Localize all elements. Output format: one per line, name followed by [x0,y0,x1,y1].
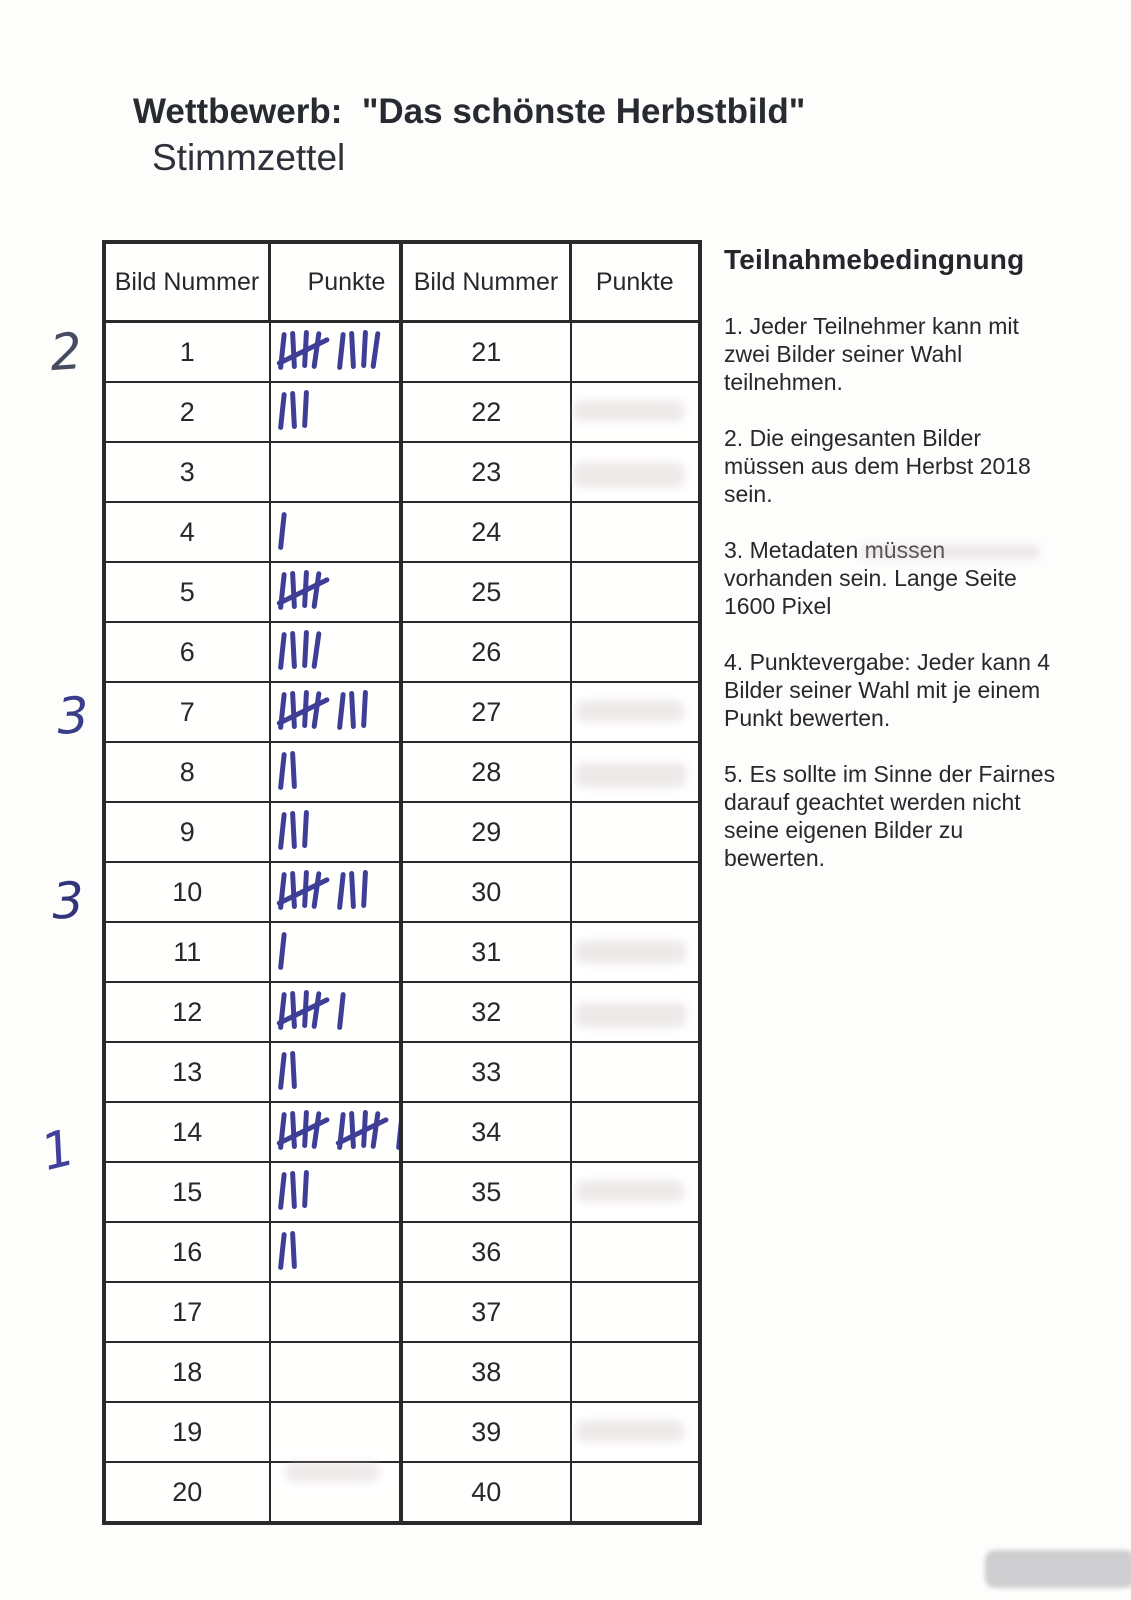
punkte-cell [571,1222,700,1282]
rows-21-40 [401,322,700,1524]
tally-stroke [311,691,321,729]
tally-stroke [277,752,285,790]
bild-nummer-cell: 14 [104,1102,270,1162]
bild-nummer-cell: 9 [104,802,270,862]
tally-stroke [277,1172,285,1210]
tally-group [280,691,326,733]
table-row [401,1462,700,1523]
condition-line: 5. Es sollte im Sinne der Fairnes [724,761,1056,787]
header-row [104,242,424,322]
table-row [401,622,700,682]
tally-group [339,691,374,733]
table-row [401,322,700,383]
tally-stroke [336,872,344,910]
bild-nummer-cell: 33 [401,1042,571,1102]
bild-nummer-cell: 40 [401,1462,571,1523]
table-row [401,802,700,862]
punkte-cell [571,862,700,922]
tally-group [339,1111,385,1153]
table-row [401,1222,700,1282]
table-row [401,1102,700,1162]
table-row [104,1282,424,1342]
condition-line: bewerten. [724,845,826,871]
tally-stroke [290,571,296,609]
table-row [104,1102,424,1162]
tally-stroke [290,1051,296,1089]
bild-nummer-cell: 12 [104,982,270,1042]
tally-stroke [361,690,367,728]
tally-group [339,871,374,913]
condition-line: Bilder seiner Wahl mit je einem [724,677,1041,703]
table-row [401,862,700,922]
condition-line: zwei Bilder seiner Wahl [724,341,963,367]
bild-nummer-cell: 16 [104,1222,270,1282]
tally-stroke [277,1052,285,1090]
table-row [104,742,424,802]
bild-nummer-cell: 17 [104,1282,270,1342]
scan-artifact [575,940,687,964]
table-row [104,382,424,442]
tally-group [280,571,326,613]
tally-stroke [370,331,380,369]
bild-nummer-cell: 23 [401,442,571,502]
condition-line: 1600 Pixel [724,593,832,619]
condition-line: müssen aus dem Herbst 2018 [724,453,1031,479]
bild-nummer-cell: 24 [401,502,571,562]
bild-nummer-cell: 1 [104,322,270,383]
tally-stroke [302,810,308,848]
bild-nummer-cell: 34 [401,1102,571,1162]
table-row [104,802,424,862]
scan-artifact [573,400,685,422]
tally-stroke [336,692,344,730]
scan-artifact [860,545,1040,559]
tally-stroke [277,932,285,970]
table-row [104,982,424,1042]
header-row [401,242,700,322]
bild-nummer-cell: 22 [401,382,571,442]
ballot-table-21-40 [399,240,702,1525]
tally-stroke [349,691,355,729]
condition-line: seine eigenen Bilder zu [724,817,964,843]
tally-group [280,631,326,673]
table-row [401,1342,700,1402]
bild-nummer-cell: 37 [401,1282,571,1342]
scan-artifact [575,1180,685,1202]
tally-group [280,1171,315,1213]
table-row [104,1222,424,1282]
ballot-table-1-20 [102,240,426,1525]
tally-stroke [277,1232,285,1270]
tally-stroke [336,992,344,1030]
bild-nummer-cell: 21 [401,322,571,383]
tally-stroke [290,691,296,729]
bild-nummer-cell: 8 [104,742,270,802]
bild-nummer-cell: 11 [104,922,270,982]
condition-line: 1. Jeder Teilnehmer kann mit [724,313,1019,339]
tally-stroke [290,811,296,849]
conditions-list [724,312,1064,872]
tally-stroke [311,1111,321,1149]
tally-stroke [349,331,355,369]
bild-nummer-cell: 13 [104,1042,270,1102]
tally-stroke [336,332,344,370]
condition-line: vorhanden sein. Lange Seite [724,565,1017,591]
bild-nummer-cell: 25 [401,562,571,622]
tally-stroke [290,631,296,669]
tally-stroke [290,1111,296,1149]
tally-group [280,1051,303,1093]
col-header-punkte: Punkte [270,242,425,322]
bild-nummer-cell: 36 [401,1222,571,1282]
table-row [104,442,424,502]
bild-nummer-cell: 6 [104,622,270,682]
bild-nummer-cell: 39 [401,1402,571,1462]
punkte-cell [571,802,700,862]
condition-item [724,760,1064,872]
bild-nummer-cell: 4 [104,502,270,562]
col-header-bild-nummer: Bild Nummer [401,242,571,322]
table-row [104,862,424,922]
tally-stroke [311,631,321,669]
table-row [104,502,424,562]
table-row [104,322,424,383]
handwritten-margin-number: 2 [48,321,84,383]
col-header-bild-nummer: Bild Nummer [104,242,270,322]
bild-nummer-cell: 15 [104,1162,270,1222]
col-header-punkte: Punkte [571,242,700,322]
handwritten-margin-number: 3 [50,871,85,931]
tally-stroke [290,1171,296,1209]
tally-stroke [290,331,296,369]
table-row [104,1402,424,1462]
tally-group [280,931,292,973]
table-row [401,1282,700,1342]
punkte-cell [571,322,700,383]
bild-nummer-cell: 10 [104,862,270,922]
bild-nummer-cell: 3 [104,442,270,502]
conditions-heading: Teilnahmebedingnung [724,244,1025,275]
condition-item [724,648,1064,732]
table-row [104,1042,424,1102]
punkte-cell [571,1342,700,1402]
condition-item [724,424,1064,508]
bild-nummer-cell: 26 [401,622,571,682]
bild-nummer-cell: 32 [401,982,571,1042]
condition-line: 2. Die eingesanten Bilder [724,425,981,451]
punkte-cell [571,502,700,562]
bild-nummer-cell: 31 [401,922,571,982]
scan-artifact [985,1550,1131,1588]
tally-group [280,811,315,853]
tally-group [339,991,351,1033]
tally-stroke [277,632,285,670]
handwritten-margin-number: 1 [35,1117,81,1182]
doc-title: Wettbewerb: "Das schönste Herbstbild" [133,92,806,131]
tally-stroke [361,330,367,368]
tally-group [280,871,326,913]
bild-nummer-cell: 35 [401,1162,571,1222]
tally-stroke [302,630,308,668]
tally-stroke [290,1231,296,1269]
bild-nummer-cell: 19 [104,1402,270,1462]
scan-artifact [575,700,685,722]
punkte-cell [571,1042,700,1102]
tally-stroke [370,1111,380,1149]
tally-stroke [311,571,321,609]
tally-stroke [277,512,285,550]
tally-stroke [302,1170,308,1208]
tally-group [280,511,292,553]
tally-stroke [290,991,296,1029]
bild-nummer-cell: 20 [104,1462,270,1523]
bild-nummer-cell: 28 [401,742,571,802]
condition-line: sein. [724,481,773,507]
tally-stroke [290,751,296,789]
bild-nummer-cell: 38 [401,1342,571,1402]
table-row [104,1342,424,1402]
punkte-cell [571,1462,700,1523]
tally-stroke [290,871,296,909]
scan-artifact [575,1002,687,1028]
tally-stroke [361,870,367,908]
tally-stroke [311,991,321,1029]
tally-stroke [277,812,285,850]
table-row [104,922,424,982]
tally-group [280,391,315,433]
punkte-cell [571,562,700,622]
condition-line: teilnehmen. [724,369,843,395]
bild-nummer-cell: 18 [104,1342,270,1402]
tally-group [280,991,326,1033]
scan-artifact [285,1462,380,1482]
table-row [104,622,424,682]
tally-group [339,331,385,373]
condition-item [724,312,1064,396]
table-row [104,1162,424,1222]
table-row [401,1042,700,1102]
tally-stroke [290,391,296,429]
tally-group [280,331,326,373]
punkte-cell [571,1282,700,1342]
tally-stroke [277,392,285,430]
condition-line: 4. Punktevergabe: Jeder kann 4 [724,649,1051,675]
condition-line: Punkt bewerten. [724,705,891,731]
bild-nummer-cell: 2 [104,382,270,442]
bild-nummer-cell: 30 [401,862,571,922]
tally-stroke [349,1111,355,1149]
doc-subtitle: Stimmzettel [152,137,346,178]
table-row [401,502,700,562]
tally-stroke [349,871,355,909]
scan-artifact [575,762,687,788]
condition-line: 3. Metadaten müssen [724,537,946,563]
table-row [104,682,424,742]
scan-artifact [575,1420,685,1442]
tally-stroke [311,871,321,909]
tally-stroke [311,331,321,369]
tally-group [280,751,303,793]
tally-group [280,1111,326,1153]
bild-nummer-cell: 29 [401,802,571,862]
rows-1-20 [104,322,424,1524]
bild-nummer-cell: 27 [401,682,571,742]
punkte-cell [571,622,700,682]
handwritten-margin-number: 3 [55,686,91,746]
scan-artifact [573,462,685,488]
table-row [401,562,700,622]
condition-line: darauf geachtet werden nicht [724,789,1021,815]
table-row [104,562,424,622]
tally-group [280,1231,303,1273]
tally-stroke [302,390,308,428]
punkte-cell [571,1102,700,1162]
bild-nummer-cell: 5 [104,562,270,622]
bild-nummer-cell: 7 [104,682,270,742]
